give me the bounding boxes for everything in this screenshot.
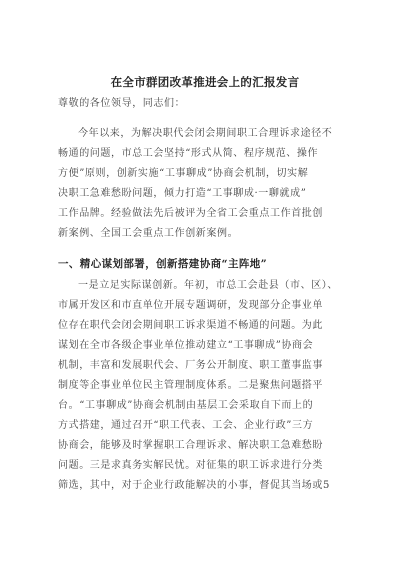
paragraph-line: 位存在职代会闭会期间职工诉求渠道不畅通的问题。为此 [58, 320, 323, 331]
paragraph-line: 筛选，其中，对于企业行政能解决的小事，督促其当场或5 [58, 480, 330, 491]
salutation: 尊敬的各位领导，同志们： [58, 98, 186, 109]
paragraph-line: 畅通的问题，市总工会坚持“形式从简、程序规范、操作 [58, 148, 319, 159]
paragraph-line: 工作品牌。经验做法先后被评为全省工会重点工作首批创 [58, 208, 323, 219]
paragraph-line: 方式搭建，通过召开“职工代表、工会、企业行政”三方 [58, 420, 314, 431]
paragraph-line: 一是立足实际谋创新。年初，市总工会赴县（市、区）、 [78, 280, 338, 291]
paragraph-line: 今年以来，为解决职代会闭会期间职工合理诉求途径不 [78, 128, 333, 139]
paragraph-section-1 [58, 276, 350, 496]
paragraph-line: 问题。三是求真务实解民忧。对征集的职工诉求进行分类 [58, 460, 323, 471]
paragraph-line: 谋划在全市各级企事业单位推动建立“工事聊成”协商会 [58, 340, 314, 351]
paragraph-line: 市属开发区和市直单位开展专题调研，发现部分企事业单 [58, 300, 323, 311]
document-title: 在全市群团改革推进会上的汇报发言 [110, 75, 300, 89]
paragraph-line: 机制，丰富和发展职代会、厂务公开制度、职工董事监事 [58, 360, 323, 371]
paragraph-line: 协商会，能够及时掌握职工合理诉求、解决职工急难愁盼 [58, 440, 323, 451]
paragraph-line: 方便”原则，创新实施“工事聊成”协商会机制，切实解 [58, 168, 309, 179]
section-heading: 一、精心谋划部署，创新搭建协商“主阵地” [58, 258, 268, 270]
paragraph-line: 台。“工事聊成”协商会机制由基层工会采取自下而上的 [58, 400, 314, 411]
paragraph-line: 新案例、全国工会重点工作创新案例。 [58, 228, 239, 239]
paragraph-intro [58, 124, 350, 244]
paragraph-line: 决职工急难愁盼问题，倾力打造“工事聊成·一聊就成” [58, 188, 307, 199]
paragraph-line: 制度等企事业单位民主管理制度体系。二是聚焦问题搭平 [58, 380, 323, 391]
